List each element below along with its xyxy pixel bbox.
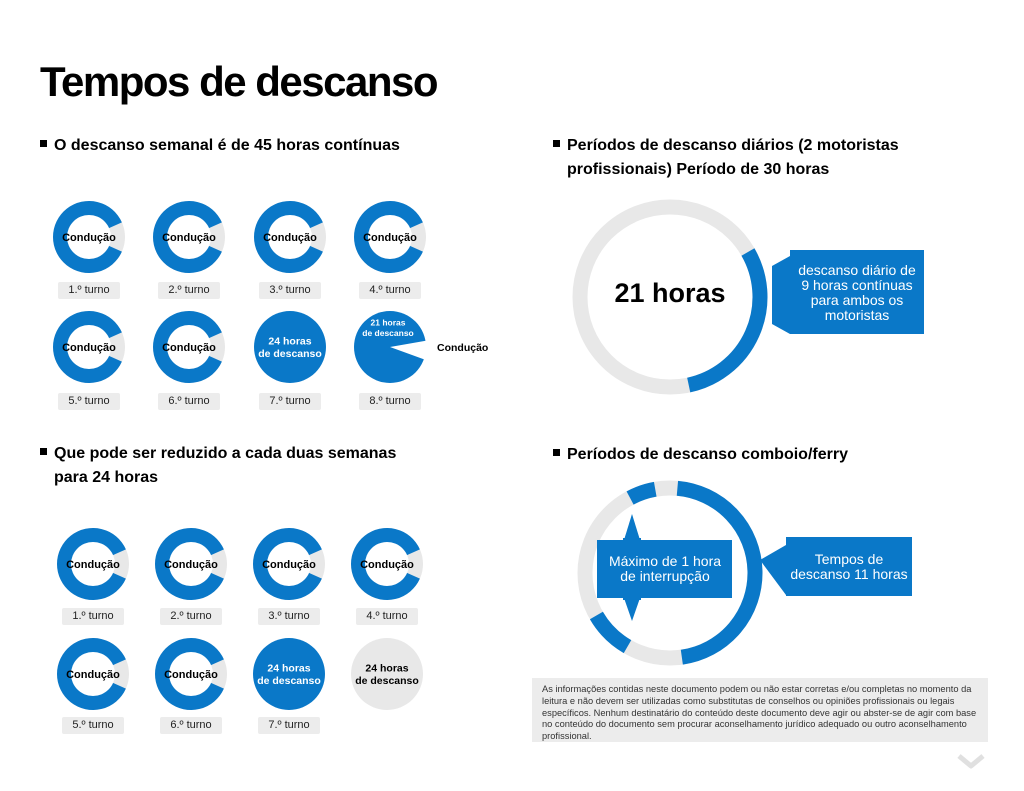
turn-label: 6.º turno xyxy=(160,717,222,734)
daily-center-text: 21 horas xyxy=(614,278,726,308)
turn-center-text: 24 horas de descanso xyxy=(257,662,321,687)
turn-center-text: Condução xyxy=(363,231,417,244)
heading-ferry-text: Períodos de descanso comboio/ferry xyxy=(567,446,848,463)
ferry-right-callout-pointer xyxy=(760,545,786,595)
turn-slice-label: Condução xyxy=(437,342,489,354)
heading-daily-line1: Períodos de descanso diários (2 motoristas xyxy=(567,137,899,154)
turn-center-text: 21 horas de descanso xyxy=(362,317,414,339)
turn-label: 2.º turno xyxy=(160,608,222,625)
turn-label: 7.º turno xyxy=(258,717,320,734)
turn-center-text: Condução xyxy=(62,341,116,354)
ferry-rest-arc-top xyxy=(630,489,655,498)
heading-reduced-line2: para 24 horas xyxy=(54,469,159,486)
turn-label: 5.º turno xyxy=(62,717,124,734)
turn-label: 4.º turno xyxy=(356,608,418,625)
ferry-right-callout-text: Tempos de descanso 11 horas xyxy=(790,551,908,582)
turn-center-text: Condução xyxy=(162,341,216,354)
turn-label: 1.º turno xyxy=(58,282,120,299)
ferry-arrow-down xyxy=(624,598,640,621)
turn-center-text: Condução xyxy=(164,668,218,681)
turn-label: 5.º turno xyxy=(58,393,120,410)
turn-label: 4.º turno xyxy=(359,282,421,299)
heading-weekly-text: O descanso semanal é de 45 horas contínuas xyxy=(54,137,400,154)
turn-center-text: Condução xyxy=(262,558,316,571)
ferry-left-callout-text: Máximo de 1 hora de interrupção xyxy=(608,553,722,584)
heading-daily-line2: profissionais) Período de 30 horas xyxy=(567,161,830,178)
turn-label: 7.º turno xyxy=(259,393,321,410)
turn-center-text: Condução xyxy=(62,231,116,244)
page-title: Tempos de descanso xyxy=(40,58,438,105)
turn-center-text: 24 horas de descanso xyxy=(258,335,322,360)
turn-center-text: Condução xyxy=(66,668,120,681)
turn-center-text: Condução xyxy=(66,558,120,571)
turn-center-text: 24 horas de descanso xyxy=(355,662,419,687)
heading-reduced-line1: Que pode ser reduzido a cada duas semanas xyxy=(54,445,397,462)
disclaimer-box: As informações contidas neste documento podem ou não estar corretas e/ou completas no momento da leitura e não devem ser utilizadas como substitutas de conselhos ou opiniões profissionais ou legais específicos. Nenhum destinatário do conteúdo deste documento deve agir ou abster-se de agir com base no conteúdo do documento sem procurar aconselhamento jurídico adequado ou outro aconselhamento profissional. xyxy=(532,678,988,742)
daily-rest-arc xyxy=(689,252,760,385)
chevron-down-icon[interactable] xyxy=(956,752,986,770)
ferry-arrow-up xyxy=(624,514,640,540)
turn-center-text: Condução xyxy=(263,231,317,244)
turn-label: 3.º turno xyxy=(259,282,321,299)
turn-label: 6.º turno xyxy=(158,393,220,410)
ferry-rest-arc-left xyxy=(596,616,627,647)
turn-center-text: Condução xyxy=(360,558,414,571)
turn-center-text: Condução xyxy=(164,558,218,571)
turn-label: 3.º turno xyxy=(258,608,320,625)
daily-callout-text: descanso diário de 9 horas contínuas para ambos os motoristas xyxy=(798,262,916,323)
turn-label: 1.º turno xyxy=(62,608,124,625)
turn-label: 2.º turno xyxy=(158,282,220,299)
turn-label: 8.º turno xyxy=(359,393,421,410)
turn-center-text: Condução xyxy=(162,231,216,244)
